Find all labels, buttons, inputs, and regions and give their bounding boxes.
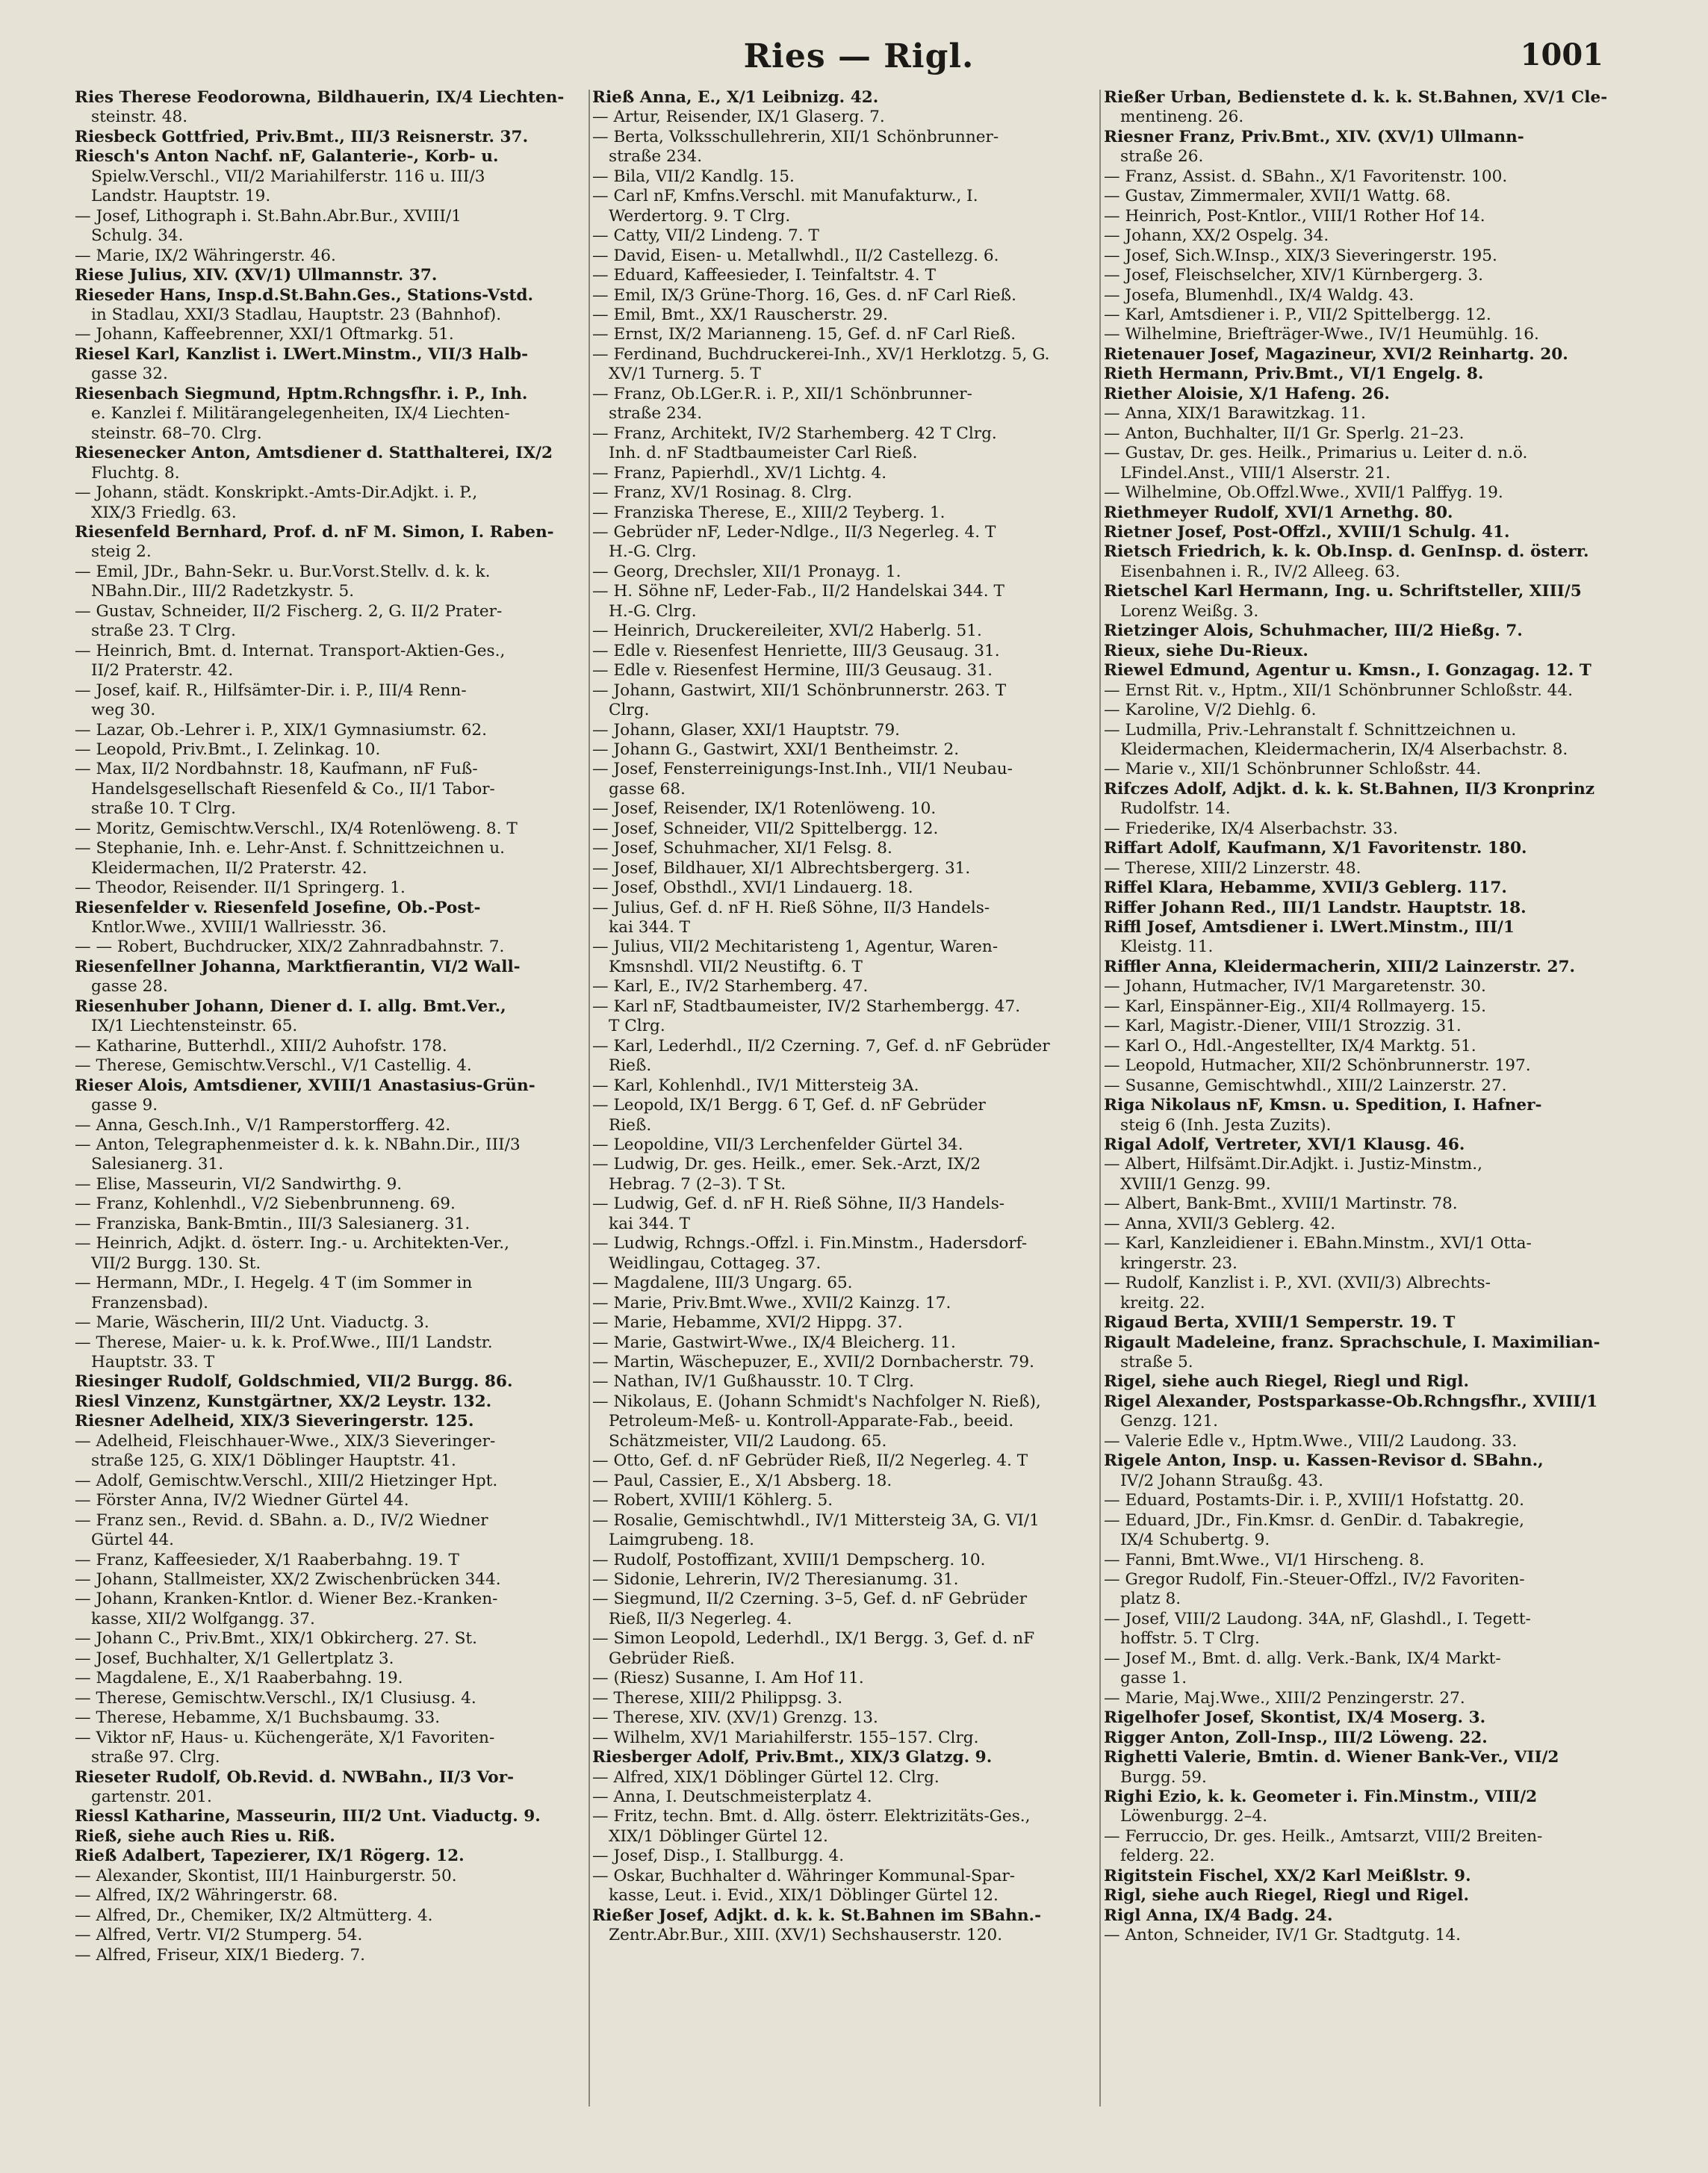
directory-entry-heading: Rieß Adalbert, Tapezierer, IX/1 Rögerg. 12. bbox=[75, 1847, 465, 1866]
directory-entry: — Karl, Magistr.-Diener, VIII/1 Strozzig. 31. bbox=[1104, 1017, 1462, 1036]
directory-entry: — Julius, VII/2 Mechitaristeng 1, Agentur, Waren- bbox=[592, 937, 999, 957]
directory-entry-heading: Rietner Josef, Post-Offzl., XVIII/1 Schulg. 41. bbox=[1104, 522, 1510, 542]
directory-entry: — Josef, Lithograph i. St.Bahn.Abr.Bur., XVIII/1 bbox=[75, 206, 462, 226]
directory-entry-heading: Riesinger Rudolf, Goldschmied, VII/2 Burgg. 86. bbox=[75, 1372, 513, 1392]
directory-entry-heading: Rießer Urban, Bedienstete d. k. k. St.Bahnen, XV/1 Cle- bbox=[1104, 88, 1608, 107]
directory-entry: — Förster Anna, IV/2 Wiedner Gürtel 44. bbox=[75, 1491, 409, 1510]
directory-entry: — Sidonie, Lehrerin, IV/2 Theresianumg. 31. bbox=[592, 1569, 959, 1589]
directory-entry: — Heinrich, Druckereileiter, XVI/2 Haberlg. 51. bbox=[592, 621, 982, 641]
directory-entry: — Johann G., Gastwirt, XXI/1 Bentheimstr. 2. bbox=[592, 740, 960, 759]
directory-entry-continuation: Kmsnshdl. VII/2 Neustiftg. 6. T bbox=[609, 957, 863, 976]
directory-entry: — Eduard, Kaffeesieder, I. Teinfaltstr. 4. T bbox=[592, 266, 936, 285]
directory-entry-continuation: mentineng. 26. bbox=[1120, 108, 1244, 127]
directory-entry-heading: Rigl Anna, IX/4 Badg. 24. bbox=[1104, 1906, 1333, 1925]
directory-column-left bbox=[75, 88, 594, 1965]
directory-entry: — Karoline, V/2 Diehlg. 6. bbox=[1104, 701, 1317, 720]
directory-entry-continuation: Inh. d. nF Stadtbaumeister Carl Rieß. bbox=[609, 444, 918, 463]
directory-entry: — Edle v. Riesenfest Henriette, III/3 Geusaug. 31. bbox=[592, 641, 1000, 660]
directory-entry: — Alfred, XIX/1 Döblinger Gürtel 12. Clrg. bbox=[592, 1767, 940, 1787]
directory-entry: — Nathan, IV/1 Gußhausstr. 10. T Clrg. bbox=[592, 1372, 915, 1392]
directory-entry: — Fritz, techn. Bmt. d. Allg. österr. Elektrizitäts-Ges., bbox=[592, 1807, 1031, 1826]
directory-entry-continuation: Kleidermachen, Kleidermacherin, IX/4 Alserbachstr. 8. bbox=[1120, 740, 1568, 759]
directory-entry: — Georg, Drechsler, XII/1 Pronayg. 1. bbox=[592, 562, 901, 581]
directory-entry: — Josef, Schneider, VII/2 Spittelbergg. 12. bbox=[592, 819, 939, 838]
directory-entry-heading: Rigal Adolf, Vertreter, XVI/1 Klausg. 46. bbox=[1104, 1135, 1465, 1155]
page-header bbox=[0, 37, 1708, 90]
directory-entry-continuation: LFindel.Anst., VIII/1 Alserstr. 21. bbox=[1120, 463, 1391, 483]
directory-entry: — Franz, Papierhdl., XV/1 Lichtg. 4. bbox=[592, 463, 887, 483]
directory-entry-heading: Riffler Anna, Kleidermacherin, XIII/2 Lainzerstr. 27. bbox=[1104, 957, 1576, 976]
directory-entry-heading: Rigel Alexander, Postsparkasse-Ob.Rchngsfhr., XVIII/1 bbox=[1104, 1392, 1598, 1411]
directory-entry-heading: Rieux, siehe Du-Rieux. bbox=[1104, 641, 1308, 660]
directory-entry-continuation: straße 234. bbox=[609, 147, 703, 167]
directory-entry: — Karl nF, Stadtbaumeister, IV/2 Starhembergg. 47. bbox=[592, 996, 1021, 1016]
directory-entry-heading: Rietzinger Alois, Schuhmacher, III/2 Hießg. 7. bbox=[1104, 621, 1523, 641]
directory-entry: — Gustav, Zimmermaler, XVII/1 Wattg. 68. bbox=[1104, 187, 1451, 206]
directory-entry: — Stephanie, Inh. e. Lehr-Anst. f. Schnittzeichnen u. bbox=[75, 839, 506, 858]
directory-entry-heading: Riffer Johann Red., III/1 Landstr. Hauptstr. 18. bbox=[1104, 898, 1527, 917]
directory-entry: — Anton, Schneider, IV/1 Gr. Stadtgutg. 14. bbox=[1104, 1926, 1462, 1945]
directory-entry: — Leopoldine, VII/3 Lerchenfelder Gürtel 34. bbox=[592, 1135, 963, 1155]
directory-entry: — Karl, Kohlenhdl., IV/1 Mittersteig 3A. bbox=[592, 1076, 919, 1095]
directory-entry-heading: Riese Julius, XIV. (XV/1) Ullmannstr. 37. bbox=[75, 266, 438, 285]
directory-entry: — Marie, IX/2 Währingerstr. 46. bbox=[75, 246, 336, 265]
directory-entry: — — Robert, Buchdrucker, XIX/2 Zahnradbahnstr. 7. bbox=[75, 937, 505, 957]
directory-entry: — Johann, Glaser, XXI/1 Hauptstr. 79. bbox=[592, 720, 901, 740]
directory-entry: — Max, II/2 Nordbahnstr. 18, Kaufmann, nF Fuß- bbox=[75, 760, 478, 779]
directory-entry-continuation: Löwenburgg. 2–4. bbox=[1120, 1807, 1268, 1826]
directory-entry: — Josef, Sich.W.Insp., XIX/3 Sieveringerstr. 195. bbox=[1104, 246, 1497, 265]
directory-entry-continuation: kai 344. T bbox=[609, 1214, 691, 1233]
directory-entry-continuation: II/2 Praterstr. 42. bbox=[91, 661, 234, 681]
directory-entry: — Berta, Volksschullehrerin, XII/1 Schönbrunner- bbox=[592, 127, 999, 146]
directory-entry-heading: Riesenfeld Bernhard, Prof. d. nF M. Simon, I. Raben- bbox=[75, 522, 554, 542]
directory-entry: — Eduard, JDr., Fin.Kmsr. d. GenDir. d. Tabakregie, bbox=[1104, 1510, 1525, 1530]
directory-entry-heading: Riessl Katharine, Masseurin, III/2 Unt. Viaductg. 9. bbox=[75, 1807, 541, 1826]
directory-entry: — Albert, Bank-Bmt., XVIII/1 Martinstr. 78. bbox=[1104, 1194, 1458, 1214]
directory-entry-heading: Riesenecker Anton, Amtsdiener d. Statthalterei, IX/2 bbox=[75, 444, 553, 463]
directory-entry: — Marie, Wäscherin, III/2 Unt. Viaductg. 3. bbox=[75, 1313, 429, 1333]
directory-entry-heading: Riesner Adelheid, XIX/3 Sieveringerstr. 125. bbox=[75, 1412, 474, 1431]
directory-entry: — Gebrüder nF, Leder-Ndlge., II/3 Negerleg. 4. T bbox=[592, 522, 996, 542]
directory-entry-heading: Rieß Anna, E., X/1 Leibnizg. 42. bbox=[592, 88, 879, 107]
directory-entry: — Marie, Maj.Wwe., XIII/2 Penzingerstr. 27. bbox=[1104, 1688, 1465, 1708]
directory-entry: — Wilhelm, XV/1 Mariahilferstr. 155–157. Clrg. bbox=[592, 1728, 979, 1747]
directory-entry: — Magdalene, E., X/1 Raaberbahng. 19. bbox=[75, 1669, 403, 1688]
directory-entry-continuation: Schulg. 34. bbox=[91, 226, 184, 246]
directory-entry-heading: Riffl Josef, Amtsdiener i. LWert.Minstm., III/1 bbox=[1104, 918, 1515, 937]
directory-entry-continuation: Burgg. 59. bbox=[1120, 1767, 1207, 1787]
directory-entry: — Friederike, IX/4 Alserbachstr. 33. bbox=[1104, 819, 1398, 838]
directory-entry-heading: Rießer Josef, Adjkt. d. k. k. St.Bahnen im SBahn.- bbox=[592, 1906, 1042, 1925]
directory-entry: — Alexander, Skontist, III/1 Hainburgerstr. 50. bbox=[75, 1866, 457, 1885]
directory-entry-heading: Rigger Anton, Zoll-Insp., III/2 Löweng. 22. bbox=[1104, 1728, 1488, 1747]
directory-entry-continuation: weg 30. bbox=[91, 701, 156, 720]
directory-entry-continuation: Gebrüder Rieß. bbox=[609, 1649, 736, 1668]
directory-entry-continuation: steinstr. 68–70. Clrg. bbox=[91, 424, 262, 443]
directory-entry: — Marie, Priv.Bmt.Wwe., XVII/2 Kainzg. 17. bbox=[592, 1293, 951, 1312]
directory-entry-continuation: Rieß. bbox=[609, 1056, 652, 1076]
directory-entry: — Josef, VIII/2 Laudong. 34A, nF, Glashdl., I. Tegett- bbox=[1104, 1609, 1531, 1628]
directory-entry-heading: Rieseter Rudolf, Ob.Revid. d. NWBahn., II/3 Vor- bbox=[75, 1767, 515, 1787]
directory-entry-continuation: IX/1 Liechtensteinstr. 65. bbox=[91, 1017, 298, 1036]
directory-entry-continuation: Hebrag. 7 (2–3). T St. bbox=[609, 1174, 786, 1194]
directory-entry: — Marie, Hebamme, XVI/2 Hippg. 37. bbox=[592, 1313, 903, 1333]
directory-entry-continuation: H.-G. Clrg. bbox=[609, 601, 697, 621]
directory-entry: — Emil, Bmt., XX/1 Rauscherstr. 29. bbox=[592, 305, 888, 324]
directory-entry-heading: Righi Ezio, k. k. Geometer i. Fin.Minstm., VIII/2 bbox=[1104, 1787, 1538, 1806]
directory-entry-continuation: Rieß, II/3 Negerleg. 4. bbox=[609, 1609, 792, 1628]
directory-entry: — Martin, Wäschepuzer, E., XVII/2 Dornbacherstr. 79. bbox=[592, 1353, 1034, 1371]
running-head: Ries — Rigl. bbox=[743, 37, 975, 75]
directory-entry-continuation: Schätzmeister, VII/2 Laudong. 65. bbox=[609, 1431, 887, 1451]
directory-entry: — David, Eisen- u. Metallwhdl., II/2 Castellezg. 6. bbox=[592, 246, 999, 265]
directory-entry: — Otto, Gef. d. nF Gebrüder Rieß, II/2 Negerleg. 4. T bbox=[592, 1451, 1028, 1471]
directory-entry-continuation: hoffstr. 5. T Clrg. bbox=[1120, 1629, 1260, 1649]
directory-entry-continuation: gartenstr. 201. bbox=[91, 1787, 212, 1806]
directory-entry: — Katharine, Butterhdl., XIII/2 Auhofstr. 178. bbox=[75, 1036, 447, 1055]
directory-entry-continuation: Clrg. bbox=[609, 701, 650, 720]
directory-entry-heading: Rieß, siehe auch Ries u. Riß. bbox=[75, 1826, 335, 1846]
directory-entry-continuation: kasse, Leut. i. Evid., XIX/1 Döblinger Gürtel 12. bbox=[609, 1886, 999, 1906]
directory-entry-heading: Righetti Valerie, Bmtin. d. Wiener Bank-Ver., VII/2 bbox=[1104, 1748, 1559, 1767]
directory-entry: — Heinrich, Bmt. d. Internat. Transport-Aktien-Ges., bbox=[75, 641, 506, 660]
directory-entry-continuation: straße 23. T Clrg. bbox=[91, 621, 236, 641]
directory-entry: — Therese, Gemischtw.Verschl., V/1 Castellig. 4. bbox=[75, 1056, 472, 1076]
directory-entry: — Karl, Lederhdl., II/2 Czerning. 7, Gef. d. nF Gebrüder bbox=[592, 1036, 1050, 1055]
directory-entry: — Johann, Gastwirt, XII/1 Schönbrunnerstr. 263. T bbox=[592, 681, 1007, 700]
directory-entry: — Gustav, Dr. ges. Heilk., Primarius u. Leiter d. n.ö. bbox=[1104, 444, 1528, 463]
directory-column-middle bbox=[592, 88, 1111, 1946]
directory-entry-heading: Riesbeck Gottfried, Priv.Bmt., III/3 Reisnerstr. 37. bbox=[75, 127, 529, 146]
directory-entry-continuation: straße 97. Clrg. bbox=[91, 1748, 220, 1767]
directory-entry-heading: Riewel Edmund, Agentur u. Kmsn., I. Gonzagag. 12. T bbox=[1104, 661, 1591, 681]
directory-entry: — Therese, XIII/2 Linzerstr. 48. bbox=[1104, 858, 1361, 878]
directory-entry-heading: Riga Nikolaus nF, Kmsn. u. Spedition, I. Hafner- bbox=[1104, 1096, 1542, 1115]
directory-entry: — Ludwig, Rchngs.-Offzl. i. Fin.Minstm., Hadersdorf- bbox=[592, 1234, 1028, 1253]
directory-entry: — Nikolaus, E. (Johann Schmidt's Nachfolger N. Rieß), bbox=[592, 1392, 1041, 1411]
directory-entry: — Josef, Fleischselcher, XIV/1 Kürnbergerg. 3. bbox=[1104, 266, 1483, 285]
directory-entry-continuation: straße 10. T Clrg. bbox=[91, 799, 236, 819]
directory-entry: — Anton, Buchhalter, II/1 Gr. Sperlg. 21–23. bbox=[1104, 424, 1465, 443]
directory-entry: — Josefa, Blumenhdl., IX/4 Waldg. 43. bbox=[1104, 285, 1414, 305]
directory-entry-heading: Riesch's Anton Nachf. nF, Galanterie-, Korb- u. bbox=[75, 147, 499, 167]
directory-entry: — Marie, Gastwirt-Wwe., IX/4 Bleicherg. 11. bbox=[592, 1333, 956, 1352]
directory-entry: — Simon Leopold, Lederhdl., IX/1 Bergg. 3, Gef. d. nF bbox=[592, 1629, 1035, 1649]
directory-entry-heading: Riesberger Adolf, Priv.Bmt., XIX/3 Glatzg. 9. bbox=[592, 1748, 993, 1767]
directory-entry: — Adelheid, Fleischhauer-Wwe., XIX/3 Sieveringer- bbox=[75, 1431, 496, 1451]
directory-entry: — Theodor, Reisender. II/1 Springerg. 1. bbox=[75, 878, 406, 898]
directory-entry: — Valerie Edle v., Hptm.Wwe., VIII/2 Laudong. 33. bbox=[1104, 1431, 1518, 1451]
directory-entry: — Ludwig, Gef. d. nF H. Rieß Söhne, II/3 Handels- bbox=[592, 1194, 1005, 1214]
directory-entry: — Anna, Gesch.Inh., V/1 Ramperstorfferg. 42. bbox=[75, 1115, 451, 1135]
directory-entry: — Wilhelmine, Briefträger-Wwe., IV/1 Heumühlg. 16. bbox=[1104, 325, 1539, 344]
directory-entry-continuation: Werdertorg. 9. T Clrg. bbox=[609, 206, 791, 226]
directory-entry: — Josef, kaif. R., Hilfsämter-Dir. i. P., III/4 Renn- bbox=[75, 681, 467, 700]
directory-column-right bbox=[1104, 88, 1623, 1946]
directory-entry: — Siegmund, II/2 Czerning. 3–5, Gef. d. nF Gebrüder bbox=[592, 1590, 1028, 1609]
directory-entry: — Oskar, Buchhalter d. Währinger Kommunal-Spar- bbox=[592, 1866, 1016, 1885]
directory-entry: — Anna, XVII/3 Geblerg. 42. bbox=[1104, 1214, 1336, 1233]
directory-entry-continuation: steig 2. bbox=[91, 542, 152, 562]
directory-entry-continuation: gasse 9. bbox=[91, 1096, 158, 1115]
directory-entry: — Josef, Fensterreinigungs-Inst.Inh., VII/1 Neubau- bbox=[592, 760, 1013, 779]
directory-entry: — Carl nF, Kmfns.Verschl. mit Manufakturw., I. bbox=[592, 187, 978, 206]
directory-entry: — Josef, Reisender, IX/1 Rotenlöweng. 10. bbox=[592, 799, 937, 819]
directory-entry: — Elise, Masseurin, VI/2 Sandwirthg. 9. bbox=[75, 1174, 403, 1194]
directory-entry: — (Riesz) Susanne, I. Am Hof 11. bbox=[592, 1669, 864, 1688]
directory-entry-continuation: Spielw.Verschl., VII/2 Mariahilferstr. 116 u. III/3 bbox=[91, 167, 485, 186]
directory-entry-heading: Rietschel Karl Hermann, Ing. u. Schriftsteller, XIII/5 bbox=[1104, 582, 1582, 601]
directory-entry-continuation: Handelsgesellschaft Riesenfeld & Co., II/1 Tabor- bbox=[91, 779, 495, 799]
directory-entry-heading: Rieser Alois, Amtsdiener, XVIII/1 Anastasius-Grün- bbox=[75, 1076, 535, 1095]
directory-entry: — Josef, Obsthdl., XVI/1 Lindauerg. 18. bbox=[592, 878, 913, 898]
directory-entry-continuation: kringerstr. 23. bbox=[1120, 1253, 1237, 1273]
directory-entry: — Josef, Disp., I. Stallburgg. 4. bbox=[592, 1847, 845, 1866]
directory-entry-heading: Riesenfellner Johanna, Marktfierantin, VI/2 Wall- bbox=[75, 957, 521, 976]
directory-entry-continuation: e. Kanzlei f. Militärangelegenheiten, IX/4 Liechten- bbox=[91, 404, 510, 424]
directory-entry-continuation: Rieß. bbox=[609, 1115, 652, 1135]
directory-entry-continuation: straße 234. bbox=[609, 404, 703, 424]
directory-entry: — Ferdinand, Buchdruckerei-Inh., XV/1 Herklotzg. 5, G. bbox=[592, 344, 1050, 364]
directory-entry: — Lazar, Ob.-Lehrer i. P., XIX/1 Gymnasiumstr. 62. bbox=[75, 720, 487, 740]
directory-entry-heading: Riethmeyer Rudolf, XVI/1 Arnethg. 80. bbox=[1104, 503, 1453, 522]
directory-entry: — Franz, Kaffeesieder, X/1 Raaberbahng. 19. T bbox=[75, 1550, 459, 1569]
directory-entry-continuation: kasse, XII/2 Wolfgangg. 37. bbox=[91, 1609, 315, 1628]
directory-entry: — Rosalie, Gemischtwhdl., IV/1 Mittersteig 3A, G. VI/1 bbox=[592, 1510, 1040, 1530]
directory-entry-continuation: kreitg. 22. bbox=[1120, 1293, 1205, 1312]
directory-entry: — Anton, Telegraphenmeister d. k. k. NBahn.Dir., III/3 bbox=[75, 1135, 521, 1155]
directory-entry: — Ludmilla, Priv.-Lehranstalt f. Schnittzeichnen u. bbox=[1104, 720, 1517, 740]
directory-entry: — Emil, IX/3 Grüne-Thorg. 16, Ges. d. nF Carl Rieß. bbox=[592, 285, 1016, 305]
directory-entry: — Robert, XVIII/1 Köhlerg. 5. bbox=[592, 1491, 833, 1510]
directory-entry-continuation: Landstr. Hauptstr. 19. bbox=[91, 187, 271, 206]
directory-entry: — Rudolf, Postoffizant, XVIII/1 Dempscherg. 10. bbox=[592, 1550, 986, 1569]
directory-entry: — Karl, Amtsdiener i. P., VII/2 Spittelbergg. 12. bbox=[1104, 305, 1491, 324]
directory-entry: — Franz, Architekt, IV/2 Starhemberg. 42 T Clrg. bbox=[592, 424, 997, 443]
directory-entry-continuation: XVIII/1 Genzg. 99. bbox=[1120, 1174, 1271, 1194]
directory-entry: — Johann, XX/2 Ospelg. 34. bbox=[1104, 226, 1329, 246]
directory-entry-continuation: steig 6 (Inh. Jesta Zuzits). bbox=[1120, 1115, 1332, 1135]
directory-entry: — Johann C., Priv.Bmt., XIX/1 Obkircherg. 27. St. bbox=[75, 1629, 477, 1649]
directory-entry-continuation: Kleistg. 11. bbox=[1120, 937, 1214, 957]
directory-entry: — Alfred, Friseur, XIX/1 Biederg. 7. bbox=[75, 1945, 366, 1965]
directory-entry-heading: Rigitstein Fischel, XX/2 Karl Meißlstr. 9. bbox=[1104, 1866, 1471, 1885]
directory-entry-heading: Rigel, siehe auch Riegel, Riegl und Rigl. bbox=[1104, 1372, 1469, 1392]
directory-entry: — Therese, Maier- u. k. k. Prof.Wwe., III/1 Landstr. bbox=[75, 1333, 493, 1352]
directory-entry: — Therese, Hebamme, X/1 Buchsbaumg. 33. bbox=[75, 1708, 441, 1728]
directory-entry-continuation: in Stadlau, XXI/3 Stadlau, Hauptstr. 23 (Bahnhof). bbox=[91, 305, 502, 324]
directory-entry-continuation: Laimgrubeng. 18. bbox=[609, 1531, 755, 1550]
directory-entry-continuation: Hauptstr. 33. T bbox=[91, 1353, 215, 1371]
directory-entry: — Ernst, IX/2 Marianneng. 15, Gef. d. nF Carl Rieß. bbox=[592, 325, 1016, 344]
directory-entry: — Hermann, MDr., I. Hegelg. 4 T (im Sommer in bbox=[75, 1274, 473, 1293]
directory-entry: — Paul, Cassier, E., X/1 Absberg. 18. bbox=[592, 1471, 892, 1490]
directory-entry: — Eduard, Postamts-Dir. i. P., XVIII/1 Hofstattg. 20. bbox=[1104, 1491, 1524, 1510]
directory-entry-heading: Riesner Franz, Priv.Bmt., XIV. (XV/1) Ullmann- bbox=[1104, 127, 1524, 146]
directory-entry: — Franz, Kohlenhdl., V/2 Siebenbrunneng. 69. bbox=[75, 1194, 456, 1214]
directory-entry-heading: Riffart Adolf, Kaufmann, X/1 Favoritenstr. 180. bbox=[1104, 839, 1527, 858]
directory-entry-continuation: gasse 68. bbox=[609, 779, 686, 799]
directory-entry: — Karl, E., IV/2 Starhemberg. 47. bbox=[592, 977, 869, 996]
directory-entry: — Franz, XV/1 Rosinag. 8. Clrg. bbox=[592, 483, 852, 503]
directory-entry-continuation: Gürtel 44. bbox=[91, 1531, 175, 1550]
directory-entry-continuation: Petroleum-Meß- u. Kontroll-Apparate-Fab., beeid. bbox=[609, 1412, 1014, 1431]
directory-entry: — Johann, Kaffeebrenner, XXI/1 Oftmarkg. 51. bbox=[75, 325, 454, 344]
directory-entry: — Bila, VII/2 Kandlg. 15. bbox=[592, 167, 795, 186]
directory-entry: — H. Söhne nF, Leder-Fab., II/2 Handelskai 344. T bbox=[592, 582, 1004, 601]
directory-entry: — Ludwig, Dr. ges. Heilk., emer. Sek.-Arzt, IX/2 bbox=[592, 1155, 981, 1174]
directory-entry-continuation: gasse 1. bbox=[1120, 1669, 1187, 1688]
directory-entry-continuation: Genzg. 121. bbox=[1120, 1412, 1218, 1431]
directory-entry-continuation: gasse 28. bbox=[91, 977, 168, 996]
directory-entry: — Heinrich, Adjkt. d. österr. Ing.- u. Architekten-Ver., bbox=[75, 1234, 509, 1253]
directory-entry: — Magdalene, III/3 Ungarg. 65. bbox=[592, 1274, 853, 1293]
directory-entry-heading: Rigaud Berta, XVIII/1 Semperstr. 19. T bbox=[1104, 1313, 1456, 1333]
directory-entry: — Julius, Gef. d. nF H. Rieß Söhne, II/3 Handels- bbox=[592, 898, 990, 917]
directory-entry: — Edle v. Riesenfest Hermine, III/3 Geusaug. 31. bbox=[592, 661, 993, 681]
directory-entry: — Josef, Schuhmacher, XI/1 Felsg. 8. bbox=[592, 839, 892, 858]
page-number: 1001 bbox=[1520, 37, 1603, 72]
directory-entry-heading: Riffel Klara, Hebamme, XVII/3 Geblerg. 117. bbox=[1104, 878, 1507, 898]
directory-entry-continuation: H.-G. Clrg. bbox=[609, 542, 697, 562]
directory-entry-heading: Rigl, siehe auch Riegel, Riegl und Rigel. bbox=[1104, 1886, 1469, 1906]
directory-entry: — Karl, Kanzleidiener i. EBahn.Minstm., XVI/1 Otta- bbox=[1104, 1234, 1532, 1253]
directory-entry: — Anna, XIX/1 Barawitzkag. 11. bbox=[1104, 404, 1366, 424]
directory-entry-continuation: XIX/3 Friedlg. 63. bbox=[91, 503, 237, 522]
directory-entry-heading: Riether Aloisie, X/1 Hafeng. 26. bbox=[1104, 384, 1390, 403]
directory-entry-heading: Rigelhofer Josef, Skontist, IX/4 Moserg. 3. bbox=[1104, 1708, 1486, 1728]
directory-entry-continuation: Lorenz Weißg. 3. bbox=[1120, 601, 1259, 621]
directory-entry: — Alfred, Dr., Chemiker, IX/2 Altmütterg. 4. bbox=[75, 1906, 433, 1925]
directory-entry-continuation: IV/2 Johann Straußg. 43. bbox=[1120, 1471, 1324, 1490]
directory-entry: — Leopold, Hutmacher, XII/2 Schönbrunnerstr. 197. bbox=[1104, 1056, 1531, 1076]
directory-entry-heading: Rieseder Hans, Insp.d.St.Bahn.Ges., Stations-Vstd. bbox=[75, 285, 534, 305]
directory-entry: — Therese, Gemischtw.Verschl., IX/1 Clusiusg. 4. bbox=[75, 1688, 476, 1708]
directory-entry-continuation: Zentr.Abr.Bur., XIII. (XV/1) Sechshauserstr. 120. bbox=[609, 1926, 1003, 1945]
directory-entry-continuation: XIX/1 Döblinger Gürtel 12. bbox=[609, 1826, 828, 1846]
directory-entry-continuation: straße 5. bbox=[1120, 1353, 1193, 1371]
directory-entry: — Josef, Bildhauer, XI/1 Albrechtsbergerg. 31. bbox=[592, 858, 971, 878]
directory-entry: — Josef, Buchhalter, X/1 Gellertplatz 3. bbox=[75, 1649, 394, 1668]
directory-entry: — Ferruccio, Dr. ges. Heilk., Amtsarzt, VIII/2 Breiten- bbox=[1104, 1826, 1543, 1846]
directory-entry-heading: Rigele Anton, Insp. u. Kassen-Revisor d. SBahn., bbox=[1104, 1451, 1544, 1471]
directory-entry-heading: Riesenhuber Johann, Diener d. I. allg. Bmt.Ver., bbox=[75, 996, 506, 1016]
directory-entry-continuation: platz 8. bbox=[1120, 1590, 1181, 1609]
directory-entry-heading: Riesel Karl, Kanzlist i. LWert.Minstm., VII/3 Halb- bbox=[75, 344, 529, 364]
directory-entry: — Heinrich, Post-Kntlor., VIII/1 Rother Hof 14. bbox=[1104, 206, 1485, 226]
directory-entry: — Moritz, Gemischtw.Verschl., IX/4 Rotenlöweng. 8. T bbox=[75, 819, 518, 838]
directory-entry: — Johann, städt. Konskripkt.-Amts-Dir.Adjkt. i. P., bbox=[75, 483, 478, 503]
directory-entry-heading: Rieth Hermann, Priv.Bmt., VI/1 Engelg. 8. bbox=[1104, 365, 1484, 384]
directory-entry: — Josef M., Bmt. d. allg. Verk.-Bank, IX/4 Markt- bbox=[1104, 1649, 1501, 1668]
directory-entry: — Karl, Einspänner-Eig., XII/4 Rollmayerg. 15. bbox=[1104, 996, 1486, 1016]
directory-entry-continuation: T Clrg. bbox=[609, 1017, 665, 1036]
directory-entry-continuation: straße 125, G. XIX/1 Döblinger Hauptstr. 41. bbox=[91, 1451, 456, 1471]
directory-entry-continuation: XV/1 Turnerg. 5. T bbox=[609, 365, 761, 384]
directory-entry-continuation: steinstr. 48. bbox=[91, 108, 188, 127]
directory-entry: — Therese, XIV. (XV/1) Grenzg. 13. bbox=[592, 1708, 878, 1728]
directory-entry-continuation: Fluchtg. 8. bbox=[91, 463, 180, 483]
directory-entry: — Adolf, Gemischtw.Verschl., XIII/2 Hietzinger Hpt. bbox=[75, 1471, 498, 1490]
directory-entry-continuation: Rudolfstr. 14. bbox=[1120, 799, 1231, 819]
directory-entry-continuation: gasse 32. bbox=[91, 365, 168, 384]
directory-entry: — Franz sen., Revid. d. SBahn. a. D., IV/2 Wiedner bbox=[75, 1510, 488, 1530]
directory-entry: — Catty, VII/2 Lindeng. 7. T bbox=[592, 226, 819, 246]
directory-entry-heading: Ries Therese Feodorowna, Bildhauerin, IX/4 Liechten- bbox=[75, 88, 565, 107]
directory-entry: — Alfred, IX/2 Währingerstr. 68. bbox=[75, 1886, 338, 1906]
directory-entry: — Alfred, Vertr. VI/2 Stumperg. 54. bbox=[75, 1926, 363, 1945]
directory-entry: — Johann, Stallmeister, XX/2 Zwischenbrücken 344. bbox=[75, 1569, 501, 1589]
directory-entry-continuation: Franzensbad). bbox=[91, 1293, 209, 1312]
directory-entry-continuation: straße 26. bbox=[1120, 147, 1204, 167]
directory-entry: — Franziska, Bank-Bmtin., III/3 Salesianerg. 31. bbox=[75, 1214, 471, 1233]
directory-entry: — Leopold, Priv.Bmt., I. Zelinkag. 10. bbox=[75, 740, 381, 759]
directory-entry: — Franz, Assist. d. SBahn., X/1 Favoritenstr. 100. bbox=[1104, 167, 1508, 186]
directory-entry-continuation: Kntlor.Wwe., XVIII/1 Wallriesstr. 36. bbox=[91, 918, 387, 937]
directory-entry: — Ernst Rit. v., Hptm., XII/1 Schönbrunner Schloßstr. 44. bbox=[1104, 681, 1574, 700]
directory-entry: — Viktor nF, Haus- u. Küchengeräte, X/1 Favoriten- bbox=[75, 1728, 495, 1747]
directory-entry: — Karl O., Hdl.-Angestellter, IX/4 Marktg. 51. bbox=[1104, 1036, 1476, 1055]
directory-entry-continuation: IX/4 Schubertg. 9. bbox=[1120, 1531, 1270, 1550]
directory-entry-continuation: Eisenbahnen i. R., IV/2 Alleeg. 63. bbox=[1120, 562, 1400, 581]
directory-entry: — Gregor Rudolf, Fin.-Steuer-Offzl., IV/2 Favoriten- bbox=[1104, 1569, 1525, 1589]
directory-entry-continuation: felderg. 22. bbox=[1120, 1847, 1215, 1866]
directory-entry-heading: Riesenbach Siegmund, Hptm.Rchngsfhr. i. P., Inh. bbox=[75, 384, 528, 403]
directory-entry: — Leopold, IX/1 Bergg. 6 T, Gef. d. nF Gebrüder bbox=[592, 1096, 986, 1115]
directory-entry: — Johann, Hutmacher, IV/1 Margaretenstr. 30. bbox=[1104, 977, 1486, 996]
directory-entry: — Rudolf, Kanzlist i. P., XVI. (XVII/3) Albrechts- bbox=[1104, 1274, 1491, 1293]
directory-entry-continuation: VII/2 Burgg. 130. St. bbox=[91, 1253, 261, 1273]
directory-entry: — Albert, Hilfsämt.Dir.Adjkt. i. Justiz-Minstm., bbox=[1104, 1155, 1482, 1174]
directory-entry: — Susanne, Gemischtwhdl., XIII/2 Lainzerstr. 27. bbox=[1104, 1076, 1507, 1095]
directory-entry-continuation: NBahn.Dir., III/2 Radetzkystr. 5. bbox=[91, 582, 355, 601]
directory-entry-heading: Riesenfelder v. Riesenfeld Josefine, Ob.-Post- bbox=[75, 898, 481, 917]
directory-entry: — Marie v., XII/1 Schönbrunner Schloßstr. 44. bbox=[1104, 760, 1482, 779]
directory-entry: — Emil, JDr., Bahn-Sekr. u. Bur.Vorst.Stellv. d. k. k. bbox=[75, 562, 491, 581]
directory-entry-heading: Rigault Madeleine, franz. Sprachschule, I. Maximilian- bbox=[1104, 1333, 1600, 1352]
directory-entry: — Artur, Reisender, IX/1 Glaserg. 7. bbox=[592, 108, 885, 127]
directory-entry-continuation: Weidlingau, Cottageg. 37. bbox=[609, 1253, 822, 1273]
directory-entry: — Fanni, Bmt.Wwe., VI/1 Hirscheng. 8. bbox=[1104, 1550, 1425, 1569]
directory-entry-continuation: Salesianerg. 31. bbox=[91, 1155, 224, 1174]
directory-entry-heading: Riesl Vinzenz, Kunstgärtner, XX/2 Leystr. 132. bbox=[75, 1392, 492, 1411]
directory-entry: — Franz, Ob.LGer.R. i. P., XII/1 Schönbrunner- bbox=[592, 384, 972, 403]
directory-entry-continuation: kai 344. T bbox=[609, 918, 691, 937]
directory-entry-heading: Rifczes Adolf, Adjkt. d. k. k. St.Bahnen, II/3 Kronprinz bbox=[1104, 779, 1595, 799]
directory-entry: — Franziska Therese, E., XIII/2 Teyberg. 1. bbox=[592, 503, 945, 522]
directory-entry-heading: Rietenauer Josef, Magazineur, XVI/2 Reinhartg. 20. bbox=[1104, 344, 1568, 364]
directory-entry: — Therese, XIII/2 Philippsg. 3. bbox=[592, 1688, 843, 1708]
directory-entry: — Gustav, Schneider, II/2 Fischerg. 2, G. II/2 Prater- bbox=[75, 601, 503, 621]
directory-entry: — Anna, I. Deutschmeisterplatz 4. bbox=[592, 1787, 872, 1806]
directory-entry-continuation: Kleidermachen, II/2 Praterstr. 42. bbox=[91, 858, 367, 878]
directory-entry: — Wilhelmine, Ob.Offzl.Wwe., XVII/1 Palffyg. 19. bbox=[1104, 483, 1503, 503]
directory-entry-heading: Rietsch Friedrich, k. k. Ob.Insp. d. GenInsp. d. österr. bbox=[1104, 542, 1589, 562]
directory-entry: — Johann, Kranken-Kntlor. d. Wiener Bez.-Kranken- bbox=[75, 1590, 498, 1609]
